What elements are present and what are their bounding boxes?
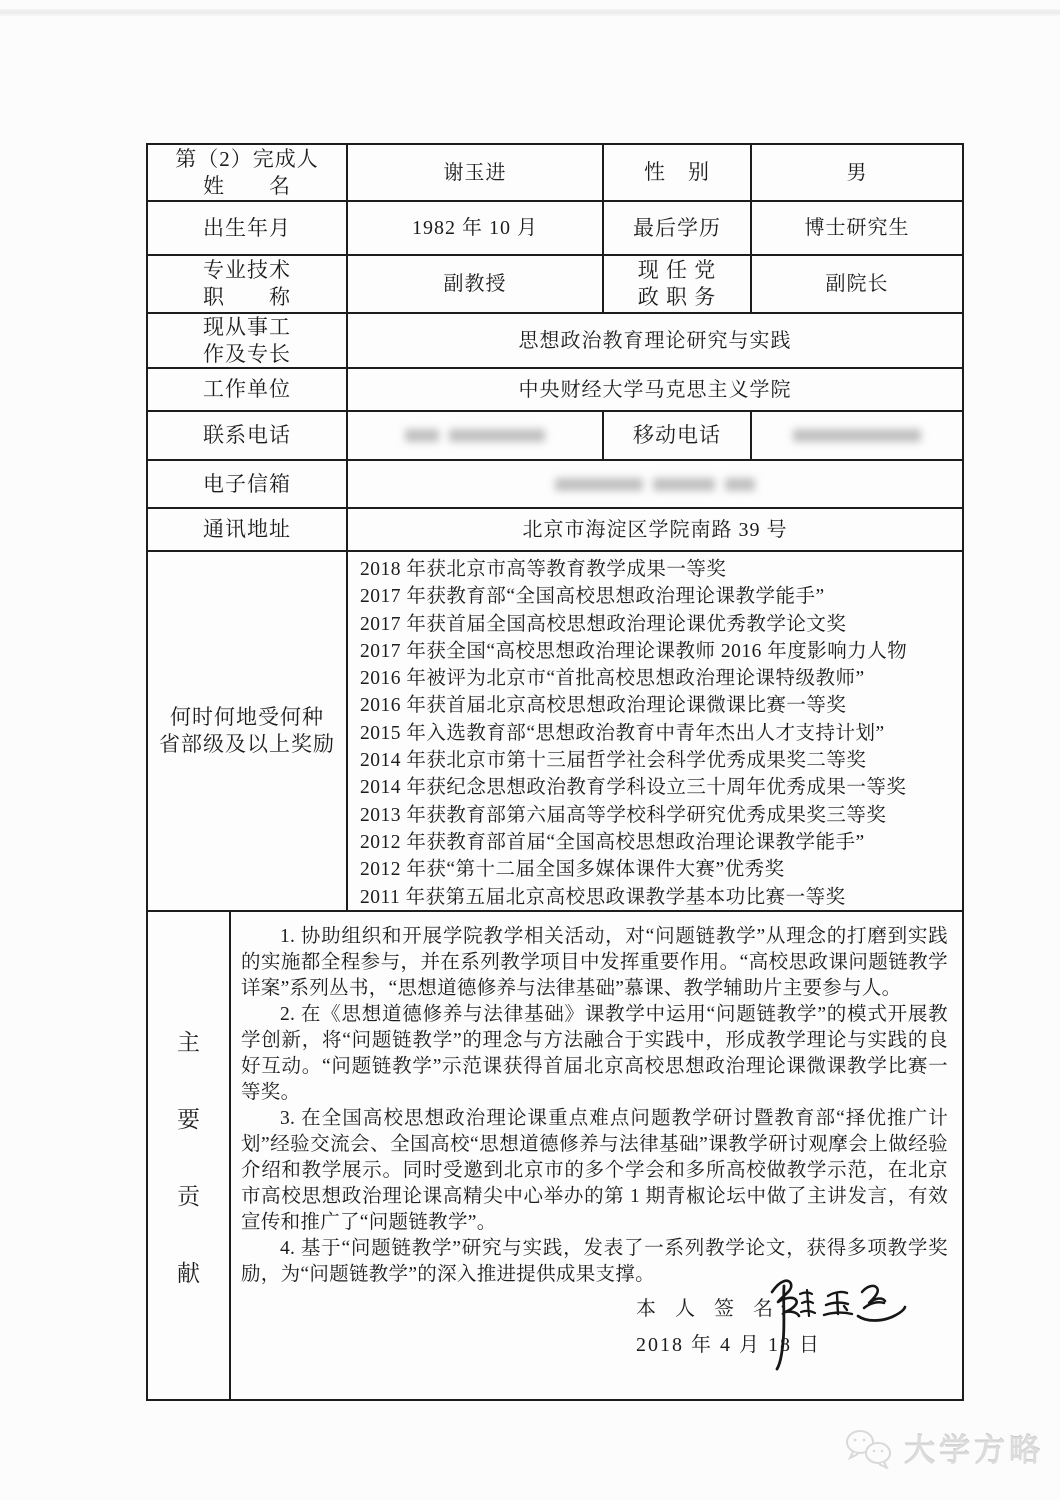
award-item: 2014 年获纪念思想政治教育学科设立三十周年优秀成果一等奖	[360, 777, 907, 799]
field-label-mobile: 移动电话	[602, 412, 750, 459]
award-item: 2011 年获第五届北京高校思政课教学基本功比赛一等奖	[360, 886, 846, 908]
main-contribution-vertical-label: 主 要 贡 献	[177, 1029, 200, 1286]
field-label-landline: 联系电话	[203, 423, 291, 447]
redacted-email-blur	[555, 478, 755, 491]
wechat-icon	[843, 1427, 895, 1469]
row-main-contribution	[148, 910, 962, 1399]
row-email	[148, 459, 962, 507]
award-item: 2016 年被评为北京市“首批高校思想政治理论课特级教师”	[360, 668, 865, 690]
row-birth-education	[148, 200, 962, 254]
field-value-name: 谢玉进	[346, 145, 602, 200]
field-label-party-duty: 现 任 党 政 职 务	[602, 256, 750, 312]
award-item: 2012 年获教育部首届“全国高校思想政治理论课教学能手”	[360, 831, 865, 853]
field-label-birth: 出生年月	[203, 215, 291, 240]
field-value-mobile-redacted	[750, 412, 962, 459]
row-name-gender	[148, 145, 962, 200]
field-value-employer: 中央财经大学马克思主义学院	[346, 369, 962, 410]
field-value-email-redacted	[346, 461, 962, 507]
field-label-address: 通讯地址	[203, 517, 291, 541]
row-employer	[148, 367, 962, 410]
signature-date: 2018 年 4 月 18 日	[636, 1334, 821, 1356]
field-value-party-duty: 副院长	[750, 256, 962, 312]
scan-artifact-streak	[0, 9, 1060, 16]
award-item: 2014 年获北京市第十三届哲学社会科学优秀成果奖二等奖	[360, 750, 867, 772]
award-item: 2017 年获首届全国高校思想政治理论课优秀教学论文奖	[360, 613, 847, 635]
field-value-main-contribution	[229, 912, 962, 1399]
award-item: 2012 年获“第十二届全国多媒体课件大赛”优秀奖	[360, 859, 785, 881]
contribution-paragraph: 2. 在《思想道德修养与法律基础》课教学中运用“问题链教学”的模式开展教学创新，将“问题链教学”的理念与方法融合于实践中，形成教学理论与实践的良好互动。“问题链教学”示范课获得首届北京高校思想政治理论课微课教学比赛一等奖。	[241, 1004, 948, 1103]
row-title-duty	[148, 254, 962, 312]
field-value-current-work: 思想政治教育理论研究与实践	[346, 314, 962, 367]
field-label-professional-title: 专业技术 职 称	[203, 258, 291, 309]
personnel-form-table	[146, 143, 964, 1401]
row-phones	[148, 410, 962, 459]
field-value-birth: 1982 年 10 月	[346, 202, 602, 254]
award-item: 2013 年获教育部第六届高等学校科学研究优秀成果奖三等奖	[360, 804, 887, 826]
field-label-completer-name: 第（2）完成人 姓 名	[175, 146, 319, 198]
field-label-awards: 何时何地受何种 省部级及以上奖励	[159, 705, 335, 756]
award-item: 2017 年获全国“高校思想政治理论课教师 2016 年度影响力人物	[360, 640, 908, 662]
field-value-landline-redacted	[346, 412, 602, 459]
field-label-main-contribution	[148, 912, 229, 1399]
contribution-paragraph: 1. 协助组织和开展学院教学相关活动，对“问题链教学”从理念的打磨到实践的实施都全程参与，并在系列教学项目中发挥重要作用。“高校思政课问题链教学详案”系列丛书，“思想道德修养与法律基础”慕课、教学辅助片主要参与人。	[241, 926, 948, 999]
watermark-label: 大学方略	[904, 1433, 1044, 1468]
redacted-landline-blur	[405, 429, 545, 442]
contribution-paragraph: 3. 在全国高校思想政治理论课重点难点问题教学研讨暨教育部“择优推广计划”经验交流会、全国高校“思想道德修养与法律基础”课教学研讨观摩会上做经验介绍和教学展示。同时受邀到北京市的多个学会和多所高校做教学示范，在北京市高校思想政治理论课高精尖中心举办的第 1 期青椒论坛中做了主讲发言，有效宣传和推广了“问题链教学”。	[241, 1108, 948, 1233]
row-address	[148, 507, 962, 550]
redacted-mobile-blur	[793, 429, 921, 442]
row-awards	[148, 550, 962, 910]
field-value-gender: 男	[750, 145, 962, 200]
field-value-education: 博士研究生	[750, 202, 962, 254]
field-label-education: 最后学历	[602, 202, 750, 254]
field-label-email: 电子信箱	[203, 471, 291, 496]
signature-block	[636, 1292, 886, 1357]
field-label-gender: 性 别	[602, 145, 750, 200]
field-value-awards-list	[346, 552, 962, 910]
watermark	[843, 1425, 1044, 1470]
award-item: 2015 年入选教育部“思想政治教育中青年杰出人才支持计划”	[360, 722, 885, 744]
contribution-paragraph: 4. 基于“问题链教学”研究与实践，发表了一系列教学论文，获得多项教学奖励，为“问题链教学”的深入推进提供成果支撑。	[241, 1238, 948, 1285]
field-value-professional-title: 副教授	[346, 256, 602, 312]
award-item: 2016 年获首届北京高校思想政治理论课微课比赛一等奖	[360, 695, 847, 717]
field-label-employer: 工作单位	[203, 377, 291, 401]
row-current-work	[148, 312, 962, 367]
award-item: 2017 年获教育部“全国高校思想政治理论课教学能手”	[360, 586, 825, 608]
field-value-address: 北京市海淀区学院南路 39 号	[346, 509, 962, 550]
signature-label: 本 人 签 名:	[636, 1298, 793, 1320]
award-item: 2018 年获北京市高等教育教学成果一等奖	[360, 559, 727, 580]
field-label-current-work: 现从事工 作及专长	[203, 314, 291, 366]
